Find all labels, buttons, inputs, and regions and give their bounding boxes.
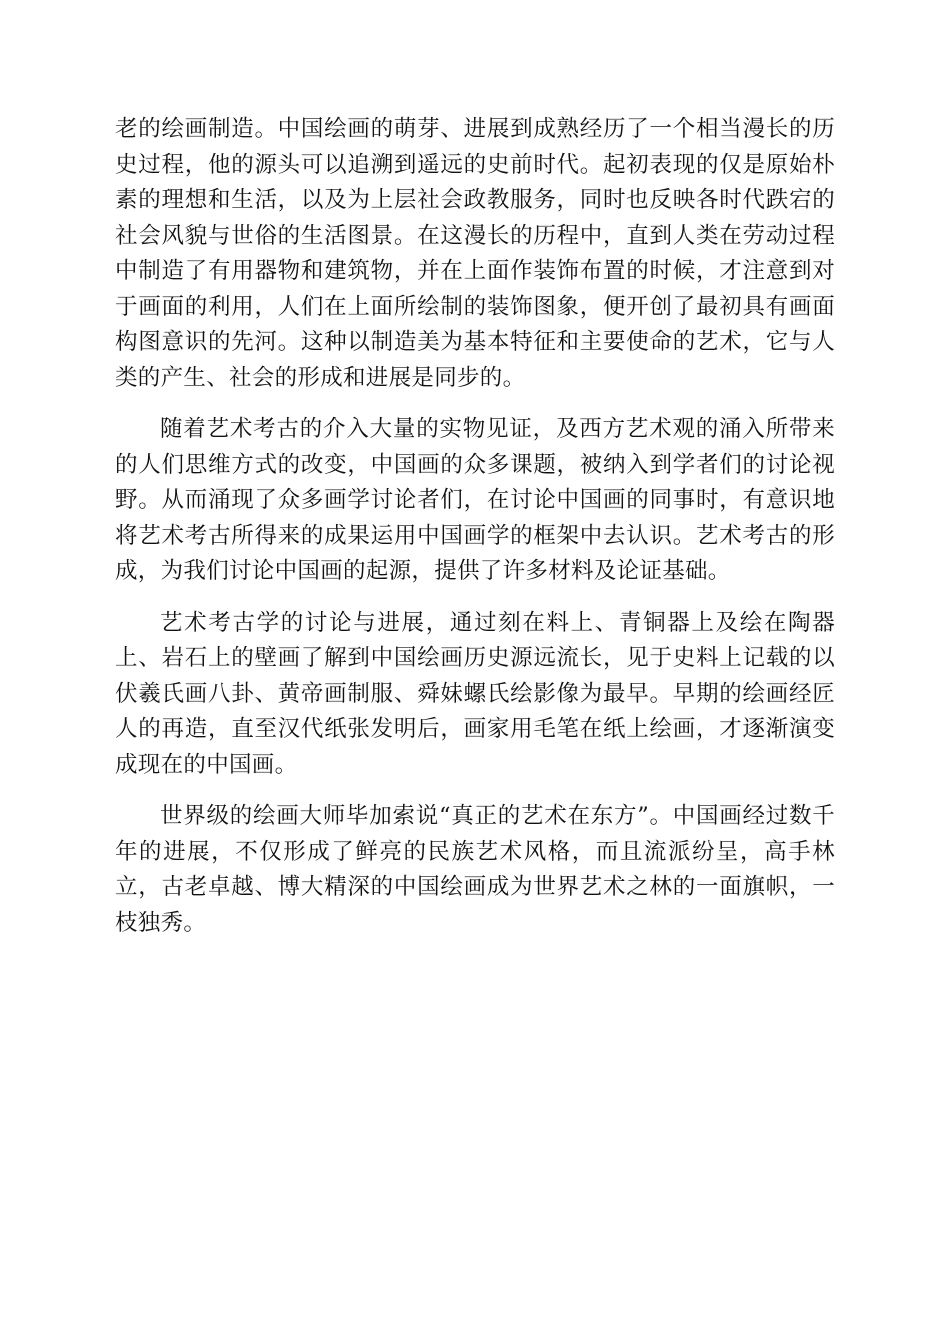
paragraph-3: 艺术考古学的讨论与进展，通过刻在料上、青铜器上及绘在陶器上、岩石上的壁画了解到中国绘画历史源远流长，见于史料上记载的以伏羲氏画八卦、黄帝画制服、舜妹螺氏绘影像为最早。早期的绘画经匠人的再造，直至汉代纸张发明后，画家用毛笔在纸上绘画，才逐渐演变成现在的中国画。 [115, 609, 835, 778]
paragraph-4: 世界级的绘画大师毕加索说“真正的艺术在东方”。中国画经过数千年的进展，不仅形成了鲜亮的民族艺术风格，而且流派纷呈，高手林立，古老卓越、博大精深的中国绘画成为世界艺术之林的一面旗帜，一枝独秀。 [115, 803, 835, 936]
document-body [115, 112, 835, 957]
paragraph-2: 随着艺术考古的介入大量的实物见证，及西方艺术观的涌入所带来的人们思维方式的改变，中国画的众多课题，被纳入到学者们的讨论视野。从而涌现了众多画学讨论者们，在讨论中国画的同事时，有意识地将艺术考古所得来的成果运用中国画学的框架中去认识。艺术考古的形成，为我们讨论中国画的起源，提供了许多材料及论证基础。 [115, 416, 835, 584]
paragraph-1: 老的绘画制造。中国绘画的萌芽、进展到成熟经历了一个相当漫长的历史过程，他的源头可以追溯到遥远的史前时代。起初表现的仅是原始朴素的理想和生活，以及为上层社会政教服务，同时也反映各时代跌宕的社会风貌与世俗的生活图景。在这漫长的历程中，直到人类在劳动过程中制造了有用器物和建筑物，并在上面作装饰布置的时候，才注意到对于画面的利用，人们在上面所绘制的装饰图象，便开创了最初具有画面构图意识的先河。这种以制造美为基本特征和主要使命的艺术，它与人类的产生、社会的形成和进展是同步的。 [115, 116, 835, 391]
